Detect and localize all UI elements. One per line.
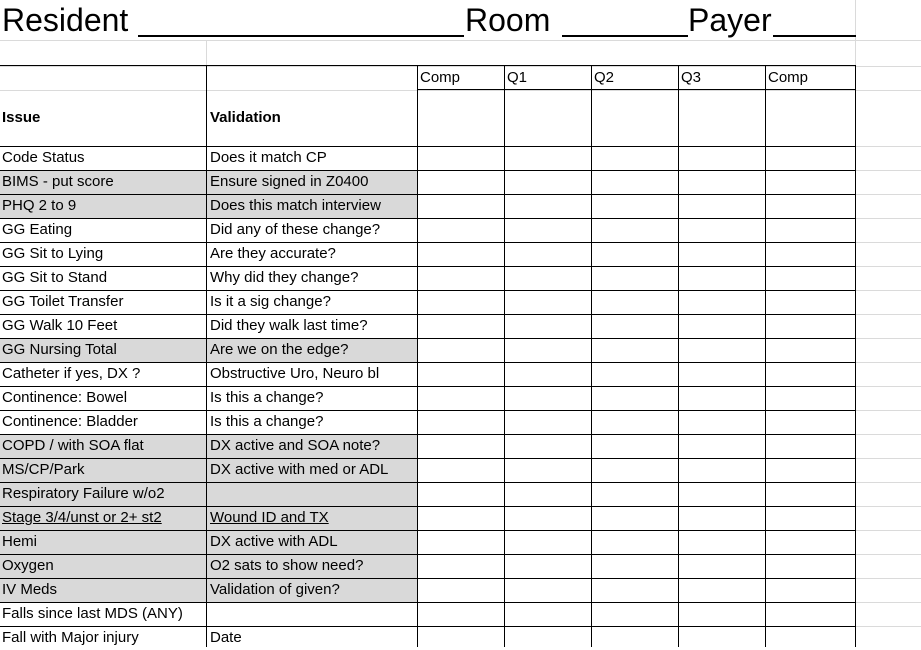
- quarter-header-2: Q2: [594, 69, 615, 86]
- quarter-check-cell[interactable]: [505, 267, 591, 290]
- issue-cell: MS/CP/Park: [2, 461, 85, 478]
- quarter-check-cell[interactable]: [418, 219, 504, 242]
- quarter-check-cell[interactable]: [418, 531, 504, 554]
- validation-column-header: Validation: [210, 109, 281, 126]
- quarter-check-cell[interactable]: [418, 267, 504, 290]
- grid-line: [0, 40, 921, 41]
- quarter-check-cell[interactable]: [505, 291, 591, 314]
- quarter-check-cell[interactable]: [592, 507, 678, 530]
- grid-line: [206, 40, 207, 66]
- quarter-check-cell[interactable]: [592, 555, 678, 578]
- quarter-check-cell[interactable]: [766, 195, 855, 218]
- issue-cell: Oxygen: [2, 557, 54, 574]
- grid-line: [855, 0, 856, 66]
- issue-cell: Respiratory Failure w/o2: [2, 485, 165, 502]
- quarter-check-cell[interactable]: [592, 483, 678, 506]
- validation-cell: Wound ID and TX: [210, 509, 329, 526]
- quarter-check-cell[interactable]: [505, 171, 591, 194]
- quarter-check-cell[interactable]: [592, 531, 678, 554]
- quarter-check-cell[interactable]: [766, 147, 855, 170]
- quarter-check-cell[interactable]: [505, 579, 591, 602]
- issue-cell: GG Nursing Total: [2, 341, 117, 358]
- validation-cell: Did they walk last time?: [210, 317, 368, 334]
- quarter-check-cell[interactable]: [505, 603, 591, 626]
- quarter-check-cell[interactable]: [679, 387, 765, 410]
- validation-cell: Obstructive Uro, Neuro bl: [210, 365, 380, 382]
- issue-cell: Code Status: [2, 149, 85, 166]
- quarter-check-cell[interactable]: [418, 507, 504, 530]
- issue-cell: GG Sit to Stand: [2, 269, 108, 286]
- quarter-check-cell[interactable]: [766, 363, 855, 386]
- validation-cell: Date: [210, 629, 242, 646]
- quarter-check-cell[interactable]: [418, 411, 504, 434]
- quarter-check-cell[interactable]: [679, 603, 765, 626]
- validation-cell: Are we on the edge?: [210, 341, 349, 358]
- issue-cell: GG Walk 10 Feet: [2, 317, 118, 334]
- quarter-check-cell[interactable]: [592, 363, 678, 386]
- quarter-check-cell[interactable]: [592, 339, 678, 362]
- column-border: [855, 65, 856, 647]
- quarter-check-cell[interactable]: [592, 579, 678, 602]
- quarter-check-cell[interactable]: [766, 555, 855, 578]
- quarter-check-cell[interactable]: [592, 459, 678, 482]
- quarter-check-cell[interactable]: [592, 219, 678, 242]
- quarter-check-cell[interactable]: [418, 387, 504, 410]
- quarter-check-cell[interactable]: [505, 459, 591, 482]
- issue-cell: Continence: Bladder: [2, 413, 138, 430]
- quarter-check-cell[interactable]: [766, 291, 855, 314]
- issue-cell: Catheter if yes, DX ?: [2, 365, 141, 382]
- grid-line: [0, 90, 921, 91]
- issue-cell: COPD / with SOA flat: [2, 437, 144, 454]
- quarter-check-cell[interactable]: [418, 603, 504, 626]
- quarter-check-cell[interactable]: [679, 147, 765, 170]
- quarter-check-cell[interactable]: [505, 147, 591, 170]
- quarter-check-cell[interactable]: [766, 411, 855, 434]
- quarter-header-3: Q3: [681, 69, 702, 86]
- quarter-check-cell[interactable]: [679, 171, 765, 194]
- issue-cell: Stage 3/4/unst or 2+ st2: [2, 509, 162, 526]
- quarter-check-cell[interactable]: [766, 531, 855, 554]
- validation-cell: [208, 602, 417, 626]
- quarter-check-cell[interactable]: [592, 243, 678, 266]
- validation-cell: Ensure signed in Z0400: [210, 173, 369, 190]
- quarter-check-cell[interactable]: [418, 195, 504, 218]
- payer-label: Payer: [688, 2, 772, 38]
- quarter-check-cell[interactable]: [418, 459, 504, 482]
- quarter-check-cell[interactable]: [766, 387, 855, 410]
- issue-column-header: Issue: [2, 109, 41, 126]
- quarter-check-cell[interactable]: [418, 483, 504, 506]
- quarter-check-cell[interactable]: [418, 243, 504, 266]
- quarter-check-cell[interactable]: [505, 243, 591, 266]
- room-blank[interactable]: [562, 35, 688, 37]
- quarter-check-cell[interactable]: [766, 339, 855, 362]
- quarter-check-cell[interactable]: [679, 315, 765, 338]
- quarter-check-cell[interactable]: [505, 219, 591, 242]
- quarter-check-cell[interactable]: [766, 219, 855, 242]
- quarter-check-cell[interactable]: [679, 531, 765, 554]
- validation-cell: Is it a sig change?: [210, 293, 331, 310]
- issue-cell: GG Eating: [2, 221, 73, 238]
- quarter-check-cell[interactable]: [766, 603, 855, 626]
- payer-blank[interactable]: [773, 35, 856, 37]
- quarter-check-cell[interactable]: [505, 483, 591, 506]
- quarter-check-cell[interactable]: [679, 291, 765, 314]
- validation-cell: Is this a change?: [210, 389, 324, 406]
- quarter-check-cell[interactable]: [679, 411, 765, 434]
- quarter-check-cell[interactable]: [679, 363, 765, 386]
- quarter-check-cell[interactable]: [766, 435, 855, 458]
- quarter-check-cell[interactable]: [766, 243, 855, 266]
- quarter-check-cell[interactable]: [679, 579, 765, 602]
- quarter-check-cell[interactable]: [418, 315, 504, 338]
- quarter-check-cell[interactable]: [679, 507, 765, 530]
- quarter-check-cell[interactable]: [766, 483, 855, 506]
- quarter-check-cell[interactable]: [766, 315, 855, 338]
- quarter-check-cell[interactable]: [505, 315, 591, 338]
- quarter-check-cell[interactable]: [592, 603, 678, 626]
- quarter-check-cell[interactable]: [505, 363, 591, 386]
- column-border: [206, 65, 207, 647]
- quarter-check-cell[interactable]: [505, 531, 591, 554]
- quarter-check-cell[interactable]: [679, 219, 765, 242]
- quarter-check-cell[interactable]: [592, 195, 678, 218]
- quarter-header-1: Q1: [507, 69, 528, 86]
- validation-cell: DX active and SOA note?: [210, 437, 381, 454]
- issue-cell: GG Toilet Transfer: [2, 293, 124, 310]
- validation-cell: Validation of given?: [210, 581, 340, 598]
- quarter-check-cell[interactable]: [766, 579, 855, 602]
- issue-cell: Fall with Major injury: [2, 629, 139, 646]
- validation-cell: Did any of these change?: [210, 221, 381, 238]
- quarter-check-cell[interactable]: [679, 483, 765, 506]
- issue-cell: GG Sit to Lying: [2, 245, 104, 262]
- quarter-check-cell[interactable]: [679, 459, 765, 482]
- quarter-check-cell[interactable]: [505, 195, 591, 218]
- quarter-check-cell[interactable]: [505, 339, 591, 362]
- quarter-check-cell[interactable]: [592, 411, 678, 434]
- quarter-check-cell[interactable]: [679, 267, 765, 290]
- quarter-check-cell[interactable]: [418, 339, 504, 362]
- quarter-check-cell[interactable]: [418, 435, 504, 458]
- quarter-check-cell[interactable]: [418, 579, 504, 602]
- quarter-check-cell[interactable]: [505, 411, 591, 434]
- quarter-check-cell[interactable]: [592, 291, 678, 314]
- quarter-check-cell[interactable]: [418, 171, 504, 194]
- validation-cell: Why did they change?: [210, 269, 359, 286]
- quarter-check-cell[interactable]: [505, 507, 591, 530]
- quarter-check-cell[interactable]: [766, 267, 855, 290]
- validation-cell: Does it match CP: [210, 149, 327, 166]
- quarter-check-cell[interactable]: [418, 291, 504, 314]
- quarter-check-cell[interactable]: [679, 555, 765, 578]
- quarter-check-cell[interactable]: [505, 387, 591, 410]
- quarter-check-cell[interactable]: [766, 459, 855, 482]
- quarter-check-cell[interactable]: [505, 555, 591, 578]
- resident-blank[interactable]: [138, 35, 464, 37]
- quarter-check-cell[interactable]: [592, 147, 678, 170]
- quarter-check-cell[interactable]: [592, 315, 678, 338]
- issue-cell: Hemi: [2, 533, 38, 550]
- quarter-check-cell[interactable]: [679, 195, 765, 218]
- quarter-check-cell[interactable]: [592, 267, 678, 290]
- issue-cell: IV Meds: [2, 581, 58, 598]
- validation-cell: Are they accurate?: [210, 245, 336, 262]
- resident-label: Resident: [2, 2, 129, 38]
- validation-cell: DX active with ADL: [210, 533, 338, 550]
- quarter-check-cell[interactable]: [592, 387, 678, 410]
- issue-cell: BIMS - put score: [2, 173, 114, 190]
- quarter-check-cell[interactable]: [592, 435, 678, 458]
- quarter-header-4: Comp: [768, 69, 809, 86]
- validation-cell: DX active with med or ADL: [210, 461, 389, 478]
- quarter-check-cell[interactable]: [418, 363, 504, 386]
- validation-cell: Does this match interview: [210, 197, 381, 214]
- quarter-check-cell[interactable]: [766, 171, 855, 194]
- quarter-header-0: Comp: [420, 69, 461, 86]
- issue-cell: PHQ 2 to 9: [2, 197, 77, 214]
- quarter-check-cell[interactable]: [505, 435, 591, 458]
- issue-cell: Falls since last MDS (ANY): [2, 605, 183, 622]
- quarter-check-cell[interactable]: [679, 435, 765, 458]
- validation-cell: [208, 482, 417, 506]
- issue-cell: Continence: Bowel: [2, 389, 128, 406]
- quarter-check-cell[interactable]: [766, 507, 855, 530]
- quarter-check-cell[interactable]: [418, 147, 504, 170]
- quarter-check-cell[interactable]: [679, 339, 765, 362]
- quarter-check-cell[interactable]: [679, 243, 765, 266]
- validation-cell: O2 sats to show need?: [210, 557, 364, 574]
- room-label: Room: [465, 2, 551, 38]
- quarter-check-cell[interactable]: [592, 171, 678, 194]
- quarter-check-cell[interactable]: [418, 555, 504, 578]
- validation-cell: Is this a change?: [210, 413, 324, 430]
